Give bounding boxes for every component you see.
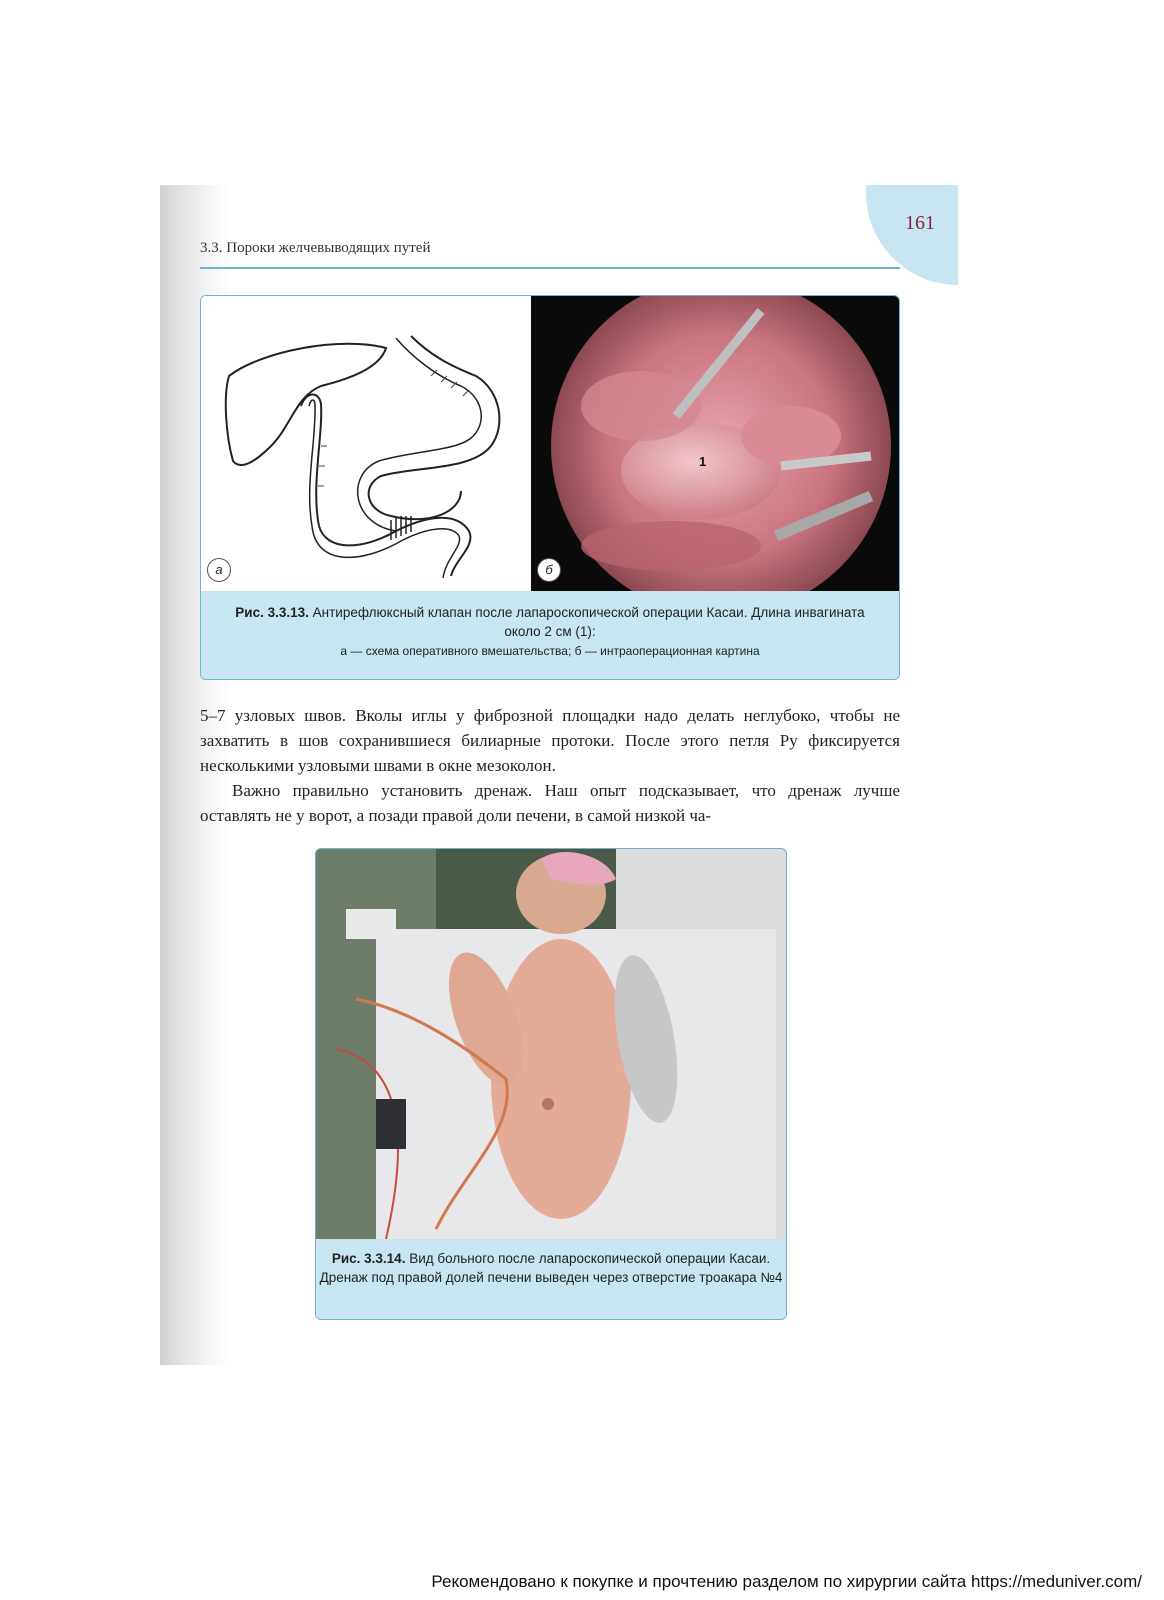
laparoscopic-view-image <box>531 296 899 591</box>
header-divider <box>200 267 900 269</box>
paragraph-2: Важно правильно установить дренаж. Наш опыт подсказывает, что дренаж лучше оставлять не у ворот, а позади правой доли печени, в самой низкой ча- <box>200 781 900 825</box>
patient-photo <box>316 849 786 1239</box>
figure2-number: Рис. 3.3.14. <box>331 1251 406 1266</box>
paragraph-1: 5–7 узловых швов. Вколы иглы у фиброзной площадки надо делать неглубоко, чтобы не захватить в шов сохранившиеся билиарные протоки. После этого петля Ру фиксируется несколькими узловыми швами в окне мезоколон. <box>200 706 900 775</box>
running-head: 3.3. Пороки желчевыводящих путей <box>200 240 431 256</box>
scheme-drawing <box>201 296 531 591</box>
figure1-caption-main <box>201 591 899 641</box>
figure1-caption-sub: а — схема оперативного вмешательства; б — интраоперационная картина <box>340 644 760 658</box>
page-number-tab <box>866 185 958 285</box>
postoperative-patient-image <box>316 849 786 1239</box>
panel-a-label: а <box>207 558 231 582</box>
intraoperative-photo <box>531 296 899 591</box>
panel-b-label: б <box>537 558 561 582</box>
surgical-scheme-illustration <box>201 296 531 591</box>
figure-3-3-14 <box>315 848 787 1320</box>
figure2-caption-text: Вид больного после лапароскопической операции Касаи. Дренаж под правой долей печени выведен через отверстие троакара №4 <box>319 1251 783 1285</box>
figure1-caption <box>201 591 899 679</box>
figure1-number: Рис. 3.3.13. <box>235 605 309 620</box>
figure1-caption-text: Антирефлюксный клапан после лапароскопической операции Касаи. Длина инвагината около 2 см (1): <box>308 605 865 639</box>
page-number: 161 <box>905 212 935 234</box>
photo-marker-1: 1 <box>699 454 707 469</box>
body-text <box>200 703 900 828</box>
figure-3-3-13 <box>200 295 900 680</box>
footer-recommendation: Рекомендовано к покупке и прочтению разделом по хирургии сайта https://meduniver.com/ <box>431 1572 1142 1591</box>
figure2-caption <box>316 1239 786 1319</box>
